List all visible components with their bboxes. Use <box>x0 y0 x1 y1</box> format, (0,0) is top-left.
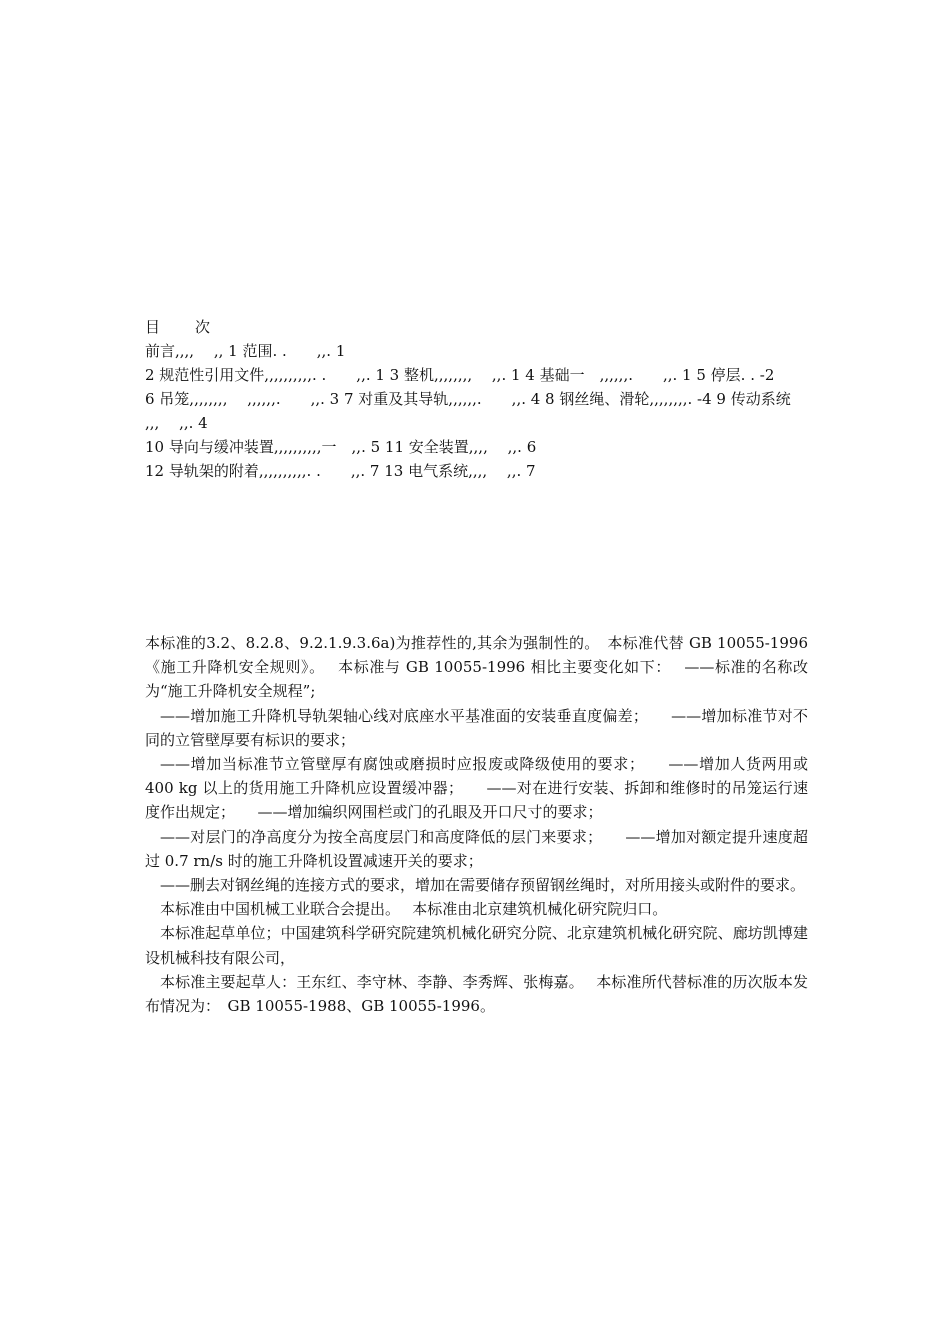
paragraph-change-item: ——删去对钢丝绳的连接方式的要求，增加在需要储存预留钢丝绳时，对所用接头或附件的要求。 <box>160 876 806 895</box>
toc-line: 12 导轨架的附着,,,,,,,,,,. . ,,. 7 13 电气系统,,,, ,,. 7 <box>145 462 536 480</box>
paragraph-drafting-units: 本标准起草单位；中国建筑科学研究院建筑机械化研究分院、北京建筑机械化研究院、廊坊凯博建设机械科技有限公司， <box>145 924 808 967</box>
paragraph-change-item: ——增加施工升降机导轨架轴心线对底座水平基准面的安装垂直度偏差； ——增加标准节对不同的立管壁厚要有标识的要求； <box>145 706 808 749</box>
toc-line: 6 吊笼,,,,,,,, ,,,,,,. ,,. 3 7 对重及其导轨,,,,,,. ,,. 4 8 钢丝绳、滑轮,,,,,,,,. -4 9 传动系统 <box>145 390 791 408</box>
toc-line: 2 规范性引用文件,,,,,,,,,,. . ,,. 1 3 整机,,,,,,,, ,,. 1 4 基础一 ,,,,,,. ,,. 1 5 停层. . -2 <box>145 366 775 384</box>
toc-line: ,,, ,,. 4 <box>145 414 208 432</box>
toc-title: 目 次 <box>145 318 221 336</box>
toc-line: 10 导向与缓冲装置,,,,,,,,,,一 ,,. 5 11 安全装置,,,, ,,. 6 <box>145 438 537 456</box>
paragraph-drafters-history: 本标准主要起草人：王东红、李守林、李静、李秀辉、张梅嘉。 本标准所代替标准的历次版本发布情况为： GB 10055-1988、GB 10055-1996。 <box>145 972 808 1016</box>
paragraph-scope-and-changes: 本标准的3.2、8.2.8、9.2.1.9.3.6a)为推荐性的,其余为强制性的。 本标准代替 GB 10055-1996《施工升降机安全规则》。 本标准与 GB 10055-1996 相比主要变化如下： ——标准的名称改为“施工升降机安全规程”; <box>145 634 808 701</box>
foreword-body <box>145 631 808 1018</box>
toc-line: 前言,,,, ,, 1 范围. . ,,. 1 <box>145 342 346 360</box>
paragraph-proposer: 本标准由中国机械工业联合会提出。 本标准由北京建筑机械化研究院归口。 <box>160 900 668 919</box>
paragraph-change-item: ——对层门的净高度分为按全高度层门和高度降低的层门来要求； ——增加对额定提升速度超过 0.7 rn/s 时的施工升降机设置减速开关的要求； <box>145 827 808 870</box>
table-of-contents <box>145 315 810 483</box>
paragraph-change-item: ——增加当标准节立管壁厚有腐蚀或磨损时应报废或降级使用的要求； ——增加人货两用或 400 kg 以上的货用施工升降机应设置缓冲器； ——对在进行安装、拆卸和维修时的吊笼运行速度作出规定； ——增加编织网围栏或门的孔眼及开口尺寸的要求； <box>145 755 808 822</box>
